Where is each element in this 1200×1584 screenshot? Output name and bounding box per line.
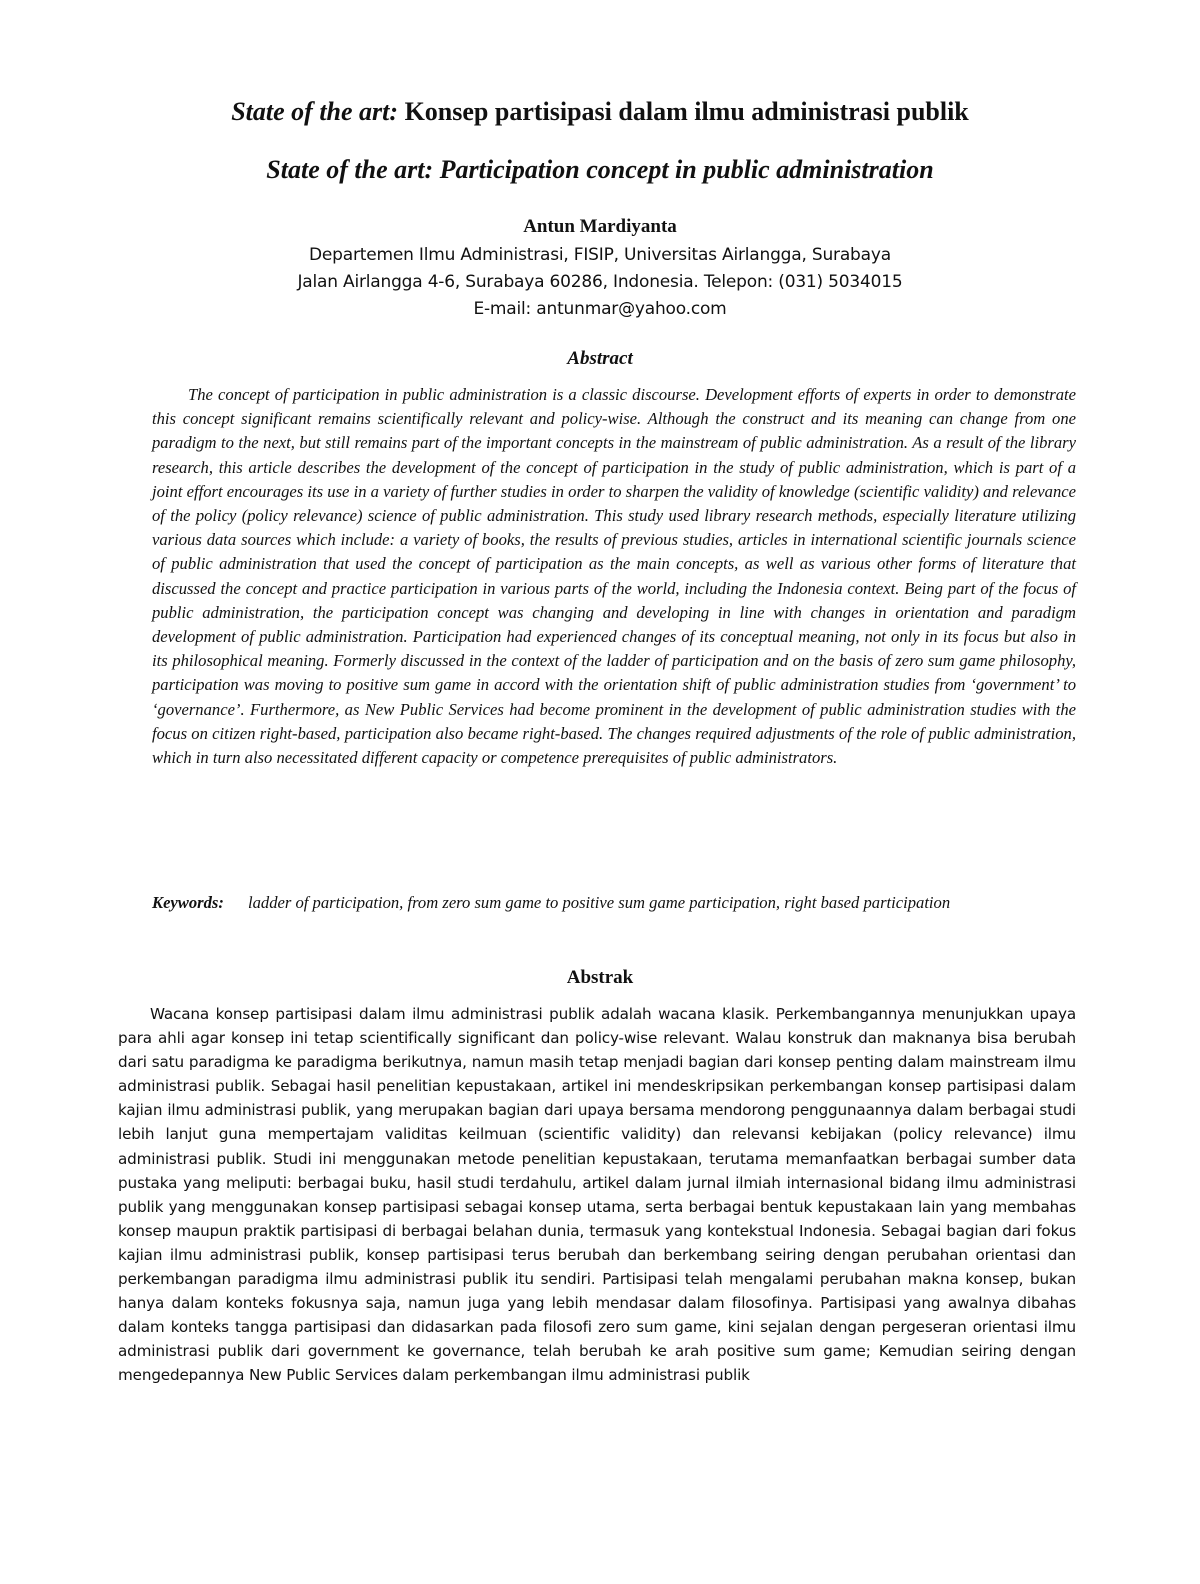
author-affiliation: Departemen Ilmu Administrasi, FISIP, Universitas Airlangga, Surabaya — [309, 245, 891, 265]
keywords-text: ladder of participation, from zero sum game to positive sum game participation, right based participation — [248, 893, 951, 912]
title-rest-part: Konsep partisipasi dalam ilmu administrasi publik — [398, 97, 969, 126]
author-block — [100, 214, 1100, 323]
abstract-heading: Abstract — [567, 348, 633, 369]
author-name: Antun Mardiyanta — [523, 216, 677, 237]
keywords-block — [152, 891, 1076, 915]
title-italic-part: State of the art: — [231, 97, 399, 126]
keywords-label: Keywords: — [152, 893, 224, 912]
abstrak-body: Wacana konsep partisipasi dalam ilmu administrasi publik adalah wacana klasik. Perkembangannya menunjukkan upaya para ahli agar konsep ini tetap scientifically significant dan policy-wise relevant. Walau konstruk dan maknanya bisa berubah dari satu paradigma ke paradigma berikutnya, namun masih tetap menjadi bagian dari konsep penting dalam mainstream ilmu administrasi publik. Sebagai hasil penelitian kepustakaan, artikel ini mendeskripsikan perkembangan konsep partisipasi dalam kajian ilmu administrasi publik, yang merupakan bagian dari upaya bersama mendorong penggunaannya dalam berbagai studi lebih lanjut guna mempertajam validitas keilmuan (scientific validity) dan relevansi kebijakan (policy relevance) ilmu administrasi publik. Studi ini menggunakan metode penelitian kepustakaan, terutama memanfaatkan berbagai sumber data pustaka yang meliputi: berbagai buku, hasil studi terdahulu, artikel dalam jurnal ilmiah internasional bidang ilmu administrasi publik yang menggunakan konsep partisipasi sebagai konsep utama, serta berbagai bentuk kepustakaan lain yang membahas konsep maupun praktik partisipasi di berbagai belahan dunia, termasuk yang kontekstual Indonesia. Sebagai bagian dari fokus kajian ilmu administrasi publik, konsep partisipasi terus berubah dan berkembang seiring dengan perubahan orientasi dan perkembangan paradigma ilmu administrasi publik itu sendiri. Partisipasi telah mengalami perubahan makna konsep, bukan hanya dalam konteks fokusnya saja, namun juga yang lebih mendasar dalam filosofinya. Partisipasi yang awalnya dibahas dalam konteks tangga partisipasi dan didasarkan pada filosofi zero sum game, kini sejalan dengan pergeseran orientasi ilmu administrasi publik dari government ke governance, telah berubah ke arah positive sum game; Kemudian seiring dengan mengedepannya New Public Services dalam perkembangan ilmu administrasi publik — [118, 1005, 1076, 1385]
paper-title-english: State of the art: Participation concept in public administration — [266, 155, 934, 184]
abstract-body: The concept of participation in public administration is a classic discourse. Development efforts of experts in order to demonstrate this concept significant remains scientifically relevant and policy-wise. Although the construct and its meaning can change from one paradigm to the next, but still remains part of the important concepts in the mainstream of public administration. As a result of the library research, this article describes the development of the concept of participation in the study of public administration, which is part of a joint effort encourages its use in a variety of further studies in order to sharpen the validity of knowledge (scientific validity) and relevance of the policy (policy relevance) science of public administration. This study used library research methods, especially literature utilizing various data sources which include: a variety of books, the results of previous studies, articles in international scientific journals science of public administration that used the concept of participation as the main concepts, as well as various other forms of literature that discussed the concept and practice participation in various parts of the world, including the Indonesia context. Being part of the focus of public administration, the participation concept was changing and developing in line with changes in orientation and paradigm development of public administration. Participation had experienced changes of its conceptual meaning, not only in its focus but also in its philosophical meaning. Formerly discussed in the context of the ladder of participation and on the basis of zero sum game philosophy, participation was moving to positive sum game in accord with the orientation shift of public administration studies from ‘government’ to ‘governance’. Furthermore, as New Public Services had become prominent in the development of public administration studies with the focus on citizen right-based, participation also became right-based. The changes required adjustments of the role of public administration, which in turn also necessitated different capacity or competence prerequisites of public administrators. — [152, 385, 1076, 768]
author-email[interactable]: antunmar@yahoo.com — [531, 299, 727, 319]
author-address: Jalan Airlangga 4-6, Surabaya 60286, Indonesia. Telepon: (031) 5034015 — [297, 272, 903, 292]
paper-title-indonesian — [100, 95, 1100, 129]
email-label: E-mail: — [473, 299, 532, 319]
author-email-line — [100, 296, 1100, 323]
abstrak-heading: Abstrak — [566, 967, 634, 988]
